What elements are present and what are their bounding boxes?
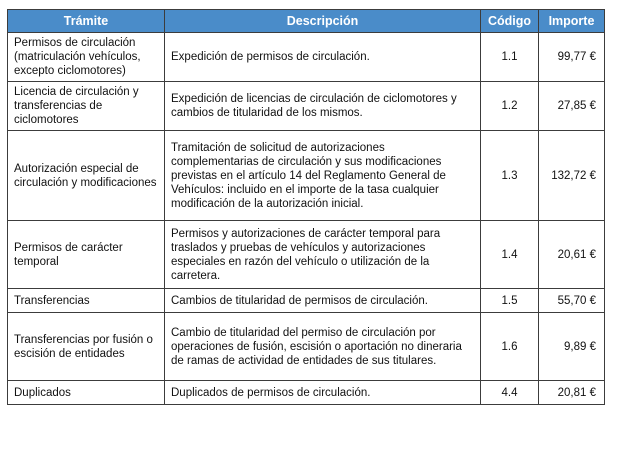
cell-importe: 9,89 € [539,313,605,381]
table-row [8,289,605,313]
table-row [8,33,605,82]
table-row [8,221,605,289]
cell-descripcion: Duplicados de permisos de circulación. [165,381,481,405]
cell-codigo: 1.1 [481,33,539,82]
cell-codigo: 1.4 [481,221,539,289]
cell-descripcion: Tramitación de solicitud de autorizaciones complementarias de circulación y sus modificaciones previstas en el artículo 14 del Reglamento General de Vehículos: incluido en el importe de la tasa cualquier modificación de la autorización inicial. [165,131,481,221]
cell-tramite: Duplicados [8,381,165,405]
cell-tramite: Autorización especial de circulación y modificaciones [8,131,165,221]
cell-importe: 132,72 € [539,131,605,221]
header-row [8,10,605,33]
header-importe: Importe [539,10,605,33]
cell-codigo: 1.2 [481,82,539,131]
table-row [8,381,605,405]
cell-tramite: Transferencias [8,289,165,313]
cell-importe: 20,81 € [539,381,605,405]
cell-importe: 99,77 € [539,33,605,82]
cell-importe: 55,70 € [539,289,605,313]
cell-descripcion: Permisos y autorizaciones de carácter temporal para traslados y pruebas de vehículos y autorizaciones especiales en razón del vehículo o utilización de la carretera. [165,221,481,289]
cell-tramite: Transferencias por fusión o escisión de entidades [8,313,165,381]
cell-descripcion: Cambio de titularidad del permiso de circulación por operaciones de fusión, escisión o aportación no dineraria de ramas de actividad de entidades de sus titulares. [165,313,481,381]
table-row [8,313,605,381]
fees-table-container [7,9,604,405]
table-row [8,82,605,131]
header-descripcion: Descripción [165,10,481,33]
cell-importe: 27,85 € [539,82,605,131]
cell-codigo: 4.4 [481,381,539,405]
cell-tramite: Permisos de carácter temporal [8,221,165,289]
header-codigo: Código [481,10,539,33]
cell-codigo: 1.5 [481,289,539,313]
cell-descripcion: Expedición de permisos de circulación. [165,33,481,82]
fees-table [7,9,605,405]
cell-codigo: 1.6 [481,313,539,381]
cell-importe: 20,61 € [539,221,605,289]
cell-descripcion: Expedición de licencias de circulación de ciclomotores y cambios de titularidad de los mismos. [165,82,481,131]
header-tramite: Trámite [8,10,165,33]
cell-tramite: Permisos de circulación (matriculación vehículos, excepto ciclomotores) [8,33,165,82]
cell-tramite: Licencia de circulación y transferencias de ciclomotores [8,82,165,131]
cell-descripcion: Cambios de titularidad de permisos de circulación. [165,289,481,313]
cell-codigo: 1.3 [481,131,539,221]
table-row [8,131,605,221]
